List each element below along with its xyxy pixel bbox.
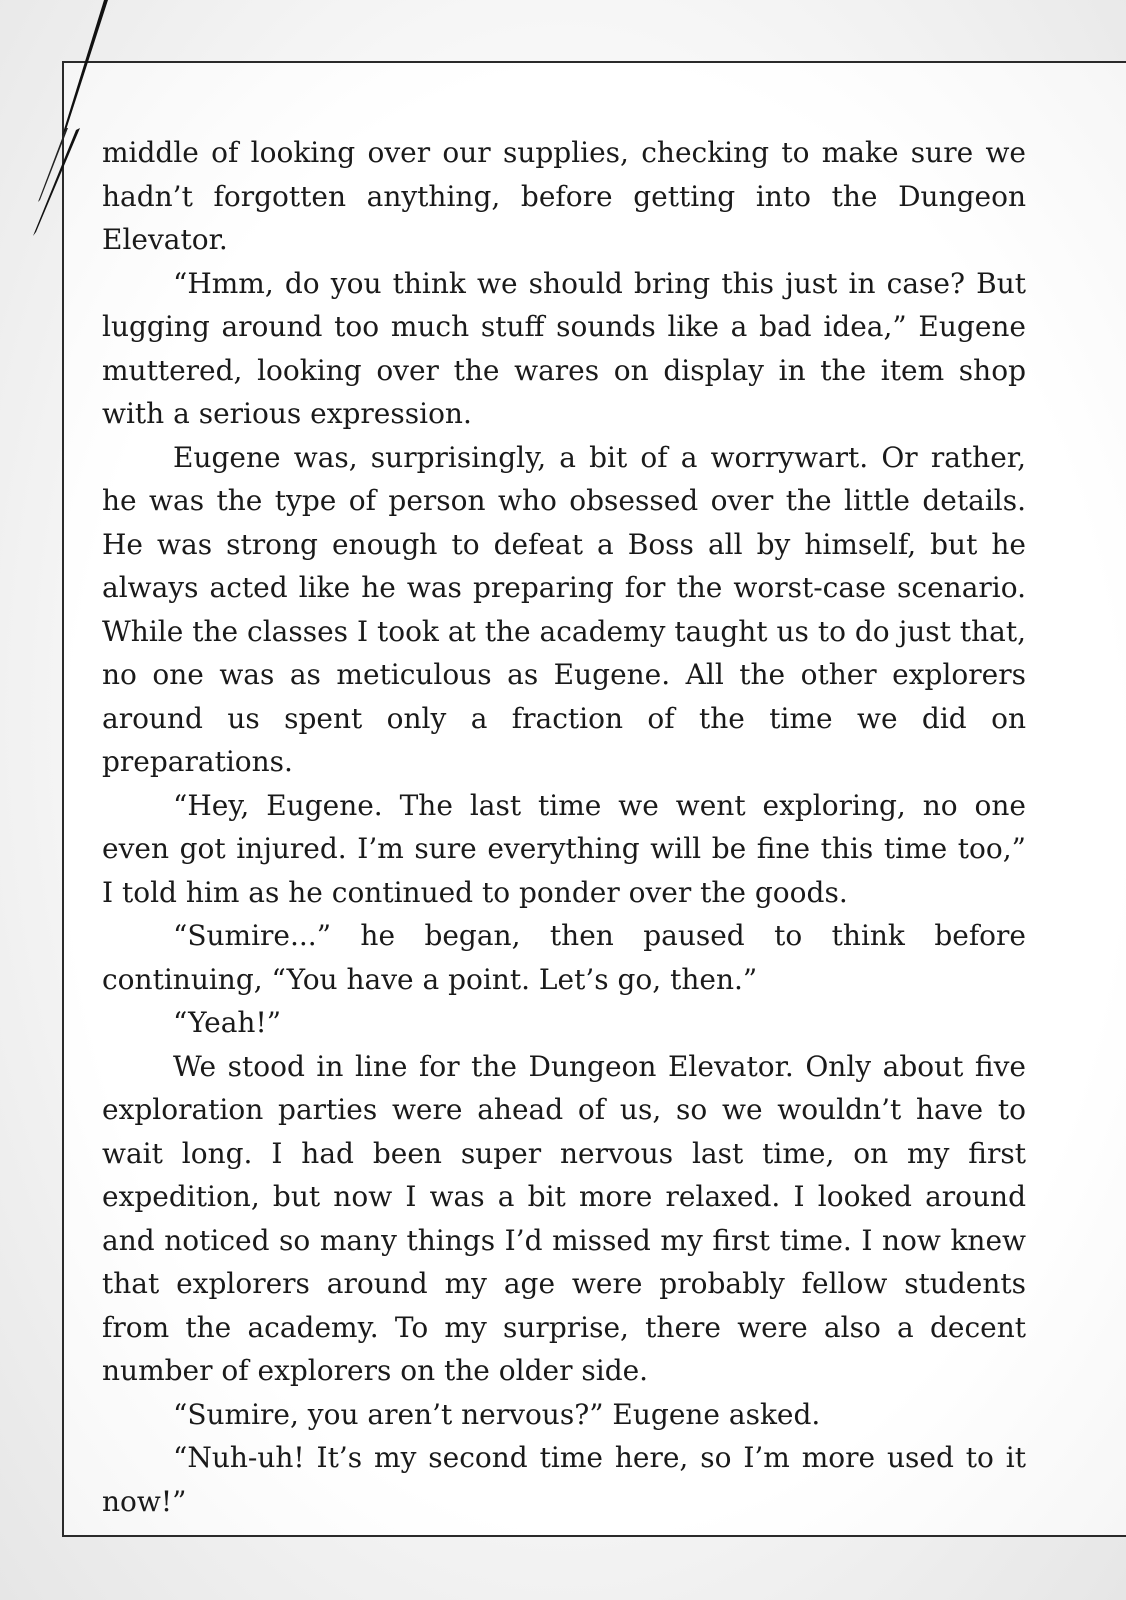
paragraph: “Sumire, you aren’t nervous?” Eugene asked. bbox=[173, 1397, 821, 1431]
body-text bbox=[102, 131, 1026, 1523]
paragraph: “Hey, Eugene. The last time we went exploring, no one even got injured. I’m sure everything will be fine this time too,” I told him as he continued to ponder over the goods. bbox=[102, 788, 1026, 909]
paragraph: “Sumire...” he began, then paused to think before continuing, “You have a point. Let’s go, then.” bbox=[102, 919, 1026, 996]
paragraph: “Nuh-uh! It’s my second time here, so I’m more used to it now!” bbox=[102, 1441, 1026, 1518]
paragraph: “Hmm, do you think we should bring this just in case? But lugging around too much stuff sounds like a bad idea,” Eugene muttered, looking over the wares on display in the item shop with a serious expression. bbox=[102, 266, 1026, 430]
paragraph: “Yeah!” bbox=[173, 1006, 282, 1039]
paragraph: middle of looking over our supplies, checking to make sure we hadn’t forgotten anything, before getting into the Dungeon Elevator. bbox=[102, 136, 1026, 256]
paragraph: Eugene was, surprisingly, a bit of a worrywart. Or rather, he was the type of person who obsessed over the little details. He was strong enough to defeat a Boss all by himself, but he always acted like he was preparing for the worst-case scenario. While the classes I took at the academy taught us to do just that, no one was as meticulous as Eugene. All the other explorers around us spent only a fraction of the time we did on preparations. bbox=[102, 440, 1026, 778]
paragraph: We stood in line for the Dungeon Elevator. Only about five exploration parties were ahead of us, so we wouldn’t have to wait long. I had been super nervous last time, on my first expedition, but now I was a bit more relaxed. I looked around and noticed so many things I’d missed my first time. I now knew that explorers around my age were probably fellow students from the academy. To my surprise, there were also a decent number of explorers on the older side. bbox=[102, 1049, 1026, 1387]
